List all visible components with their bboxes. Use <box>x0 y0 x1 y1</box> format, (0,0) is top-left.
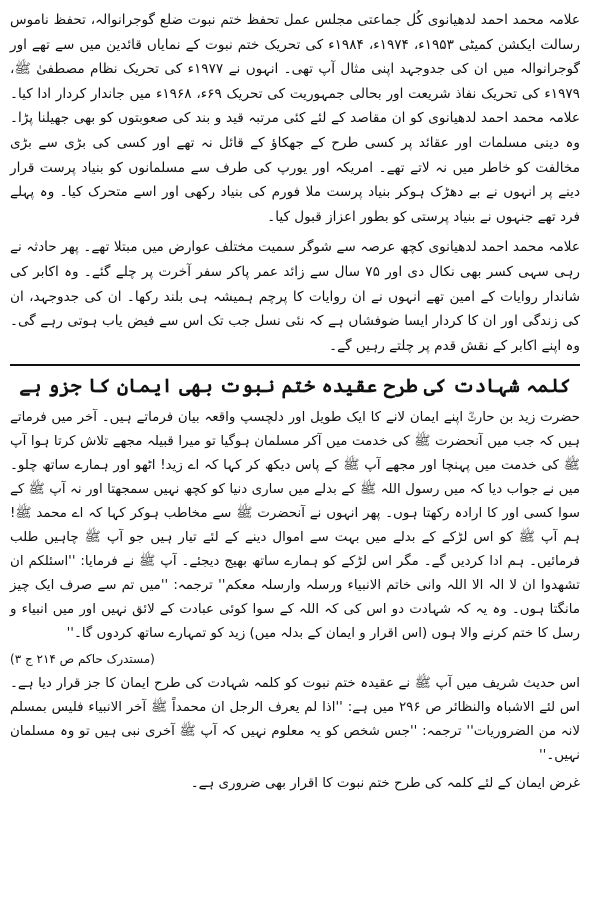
section-divider <box>10 364 580 366</box>
section-heading: کلمہ شہادت کی طرح عقیدہ ختم نبوت بھی ایمان کا جزو ہے <box>19 375 571 398</box>
paragraph-hadith-commentary: اس حدیث شریف میں آپ ﷺ نے عقیدہ ختم نبوت کو کلمہ شہادت کی طرح ایمان کا جز قرار دیا ہے۔ اس لئے الاشباہ والنظائر ص ۲۹۶ میں ہے: ''اذا لم یعرف الرجل ان محمداً ﷺ آخر الانبیاء فلیس بمسلم لانہ من الضروریات'' ترجمہ: ''جس شخص کو یہ معلوم نہیں کہ آپ ﷺ آخری نبی ہیں تو وہ مسلمان نہیں۔'' <box>10 676 580 764</box>
paragraph-biography: علامہ محمد احمد لدھیانوی کُل جماعتی مجلس عمل تحفظ ختم نبوت ضلع گوجرانوالہ، تحفظ ناموس رسالت ایکشن کمیٹی ۱۹۵۳ء، ۱۹۷۴ء، ۱۹۸۴ء کی تحریک ختم نبوت کے نمایاں قائدین میں سے تھے اور گوجرانوالہ میں ان کی جدوجہد اپنی مثال آپ تھی۔ انہوں نے ۱۹۷۷ء کی تحریک نظام مصطفیٰ ﷺ، ۱۹۷۹ء کی تحریک نفاذ شریعت اور بحالی جمہوریت کی تحریک ۶۹ء، ۱۹۶۸ء میں جاندار کردار ادا کیا۔ علامہ محمد احمد لدھیانوی کو ان مقاصد کے لئے کئی مرتبہ قید و بند کی صعوبتوں کو بھی جھیلنا پڑا۔ وہ دینی مسلمات اور عقائد پر کسی طرح کے جھکاؤ کے قائل نہ تھے اور کسی کی بڑی سے بڑی مخالفت کو خاطر میں نہ لاتے تھے۔ امریکہ اور یورپ کی طرف سے مسلمانوں کو بنیاد پرست قرار دینے پر انہوں نے بے دھڑک ہوکر بنیاد پرست ملا فورم کی بنیاد رکھی اور اسے متحرک کیا۔ وہ پہلے فرد تھے جنہوں نے بنیاد پرستی کو بطور اعزاز قبول کیا۔ <box>10 12 580 225</box>
reference-text: (مستدرک حاکم ص ۲۱۴ ج ۳) <box>10 652 155 667</box>
paragraph-zaid-narration: حضرت زید بن حارثؓ اپنے ایمان لانے کا ایک طویل اور دلچسپ واقعہ بیان فرماتے ہیں۔ آخر میں فرماتے ہیں کہ جب میں آنحضرت ﷺ کی خدمت میں آکر مسلمان ہوگیا تو میرا قبیلہ مجھے تلاش کرتا ہوا آپ ﷺ کی خدمت میں پہنچا اور مجھے آپ ﷺ کے پاس دیکھ کر کہا کہ اے زید! اٹھو اور ہمارے ساتھ چلو۔ میں نے جواب دیا کہ میں رسول اللہ ﷺ کے بدلے میں ساری دنیا کو کچھ نہیں سمجھتا اور نہ آپ ﷺ کے سوا کسی اور کا ارادہ رکھتا ہوں۔ پھر انہوں نے آنحضرت ﷺ سے مخاطب ہوکر کہا کہ اے محمد ﷺ! ہم آپ ﷺ کو اس لڑکے کے بدلے میں بہت سے اموال دینے کے لئے تیار ہیں جو آپ ﷺ چاہیں طلب فرمائیں۔ ہم ادا کردیں گے۔ مگر اس لڑکے کو ہمارے ساتھ بھیج دیجئے۔ آپ ﷺ نے فرمایا: ''اسئلکم ان تشھدوا ان لا الہ الا اللہ وانی خاتم الانبیاء ورسلہ وارسلہ معکم'' ترجمہ: ''میں تم سے صرف ایک چیز مانگتا ہوں۔ وہ یہ کہ شہادت دو اس کی کہ اللہ کے سوا کوئی عبادت کے لائق نہیں اور میں انبیاء و رسل کا ختم کرنے والا ہوں (اس اقرار و ایمان کے بدلہ میں) زید کو تمہارے ساتھ کردوں گا۔'' <box>10 410 580 642</box>
paragraph-illness-and-death: علامہ محمد احمد لدھیانوی کچھ عرصہ سے شوگر سمیت مختلف عوارض میں مبتلا تھے۔ پھر حادثہ نے رہی سہی کسر بھی نکال دی اور ۷۵ سال سے زائد عمر پاکر سفر آخرت پر چلے گئے۔ وہ اکابر کی شاندار روایات کے امین تھے انہوں نے ان روایات کا پرچم ہمیشہ ہی بلند رکھا۔ ان کی جدوجہد، ان کی زندگی اور ان کا کردار ایسا ضوفشاں ہے کہ نئی نسل جب تک اس سے فیض یاب ہوتی رہے گی۔ وہ اپنے اکابر کے نقش قدم پر چلتے رہیں گے۔ <box>10 239 580 354</box>
paragraph-conclusion: غرض ایمان کے لئے کلمہ کی طرح ختم نبوت کا اقرار بھی ضروری ہے۔ <box>190 776 580 792</box>
reference-mustadrak <box>10 650 580 668</box>
